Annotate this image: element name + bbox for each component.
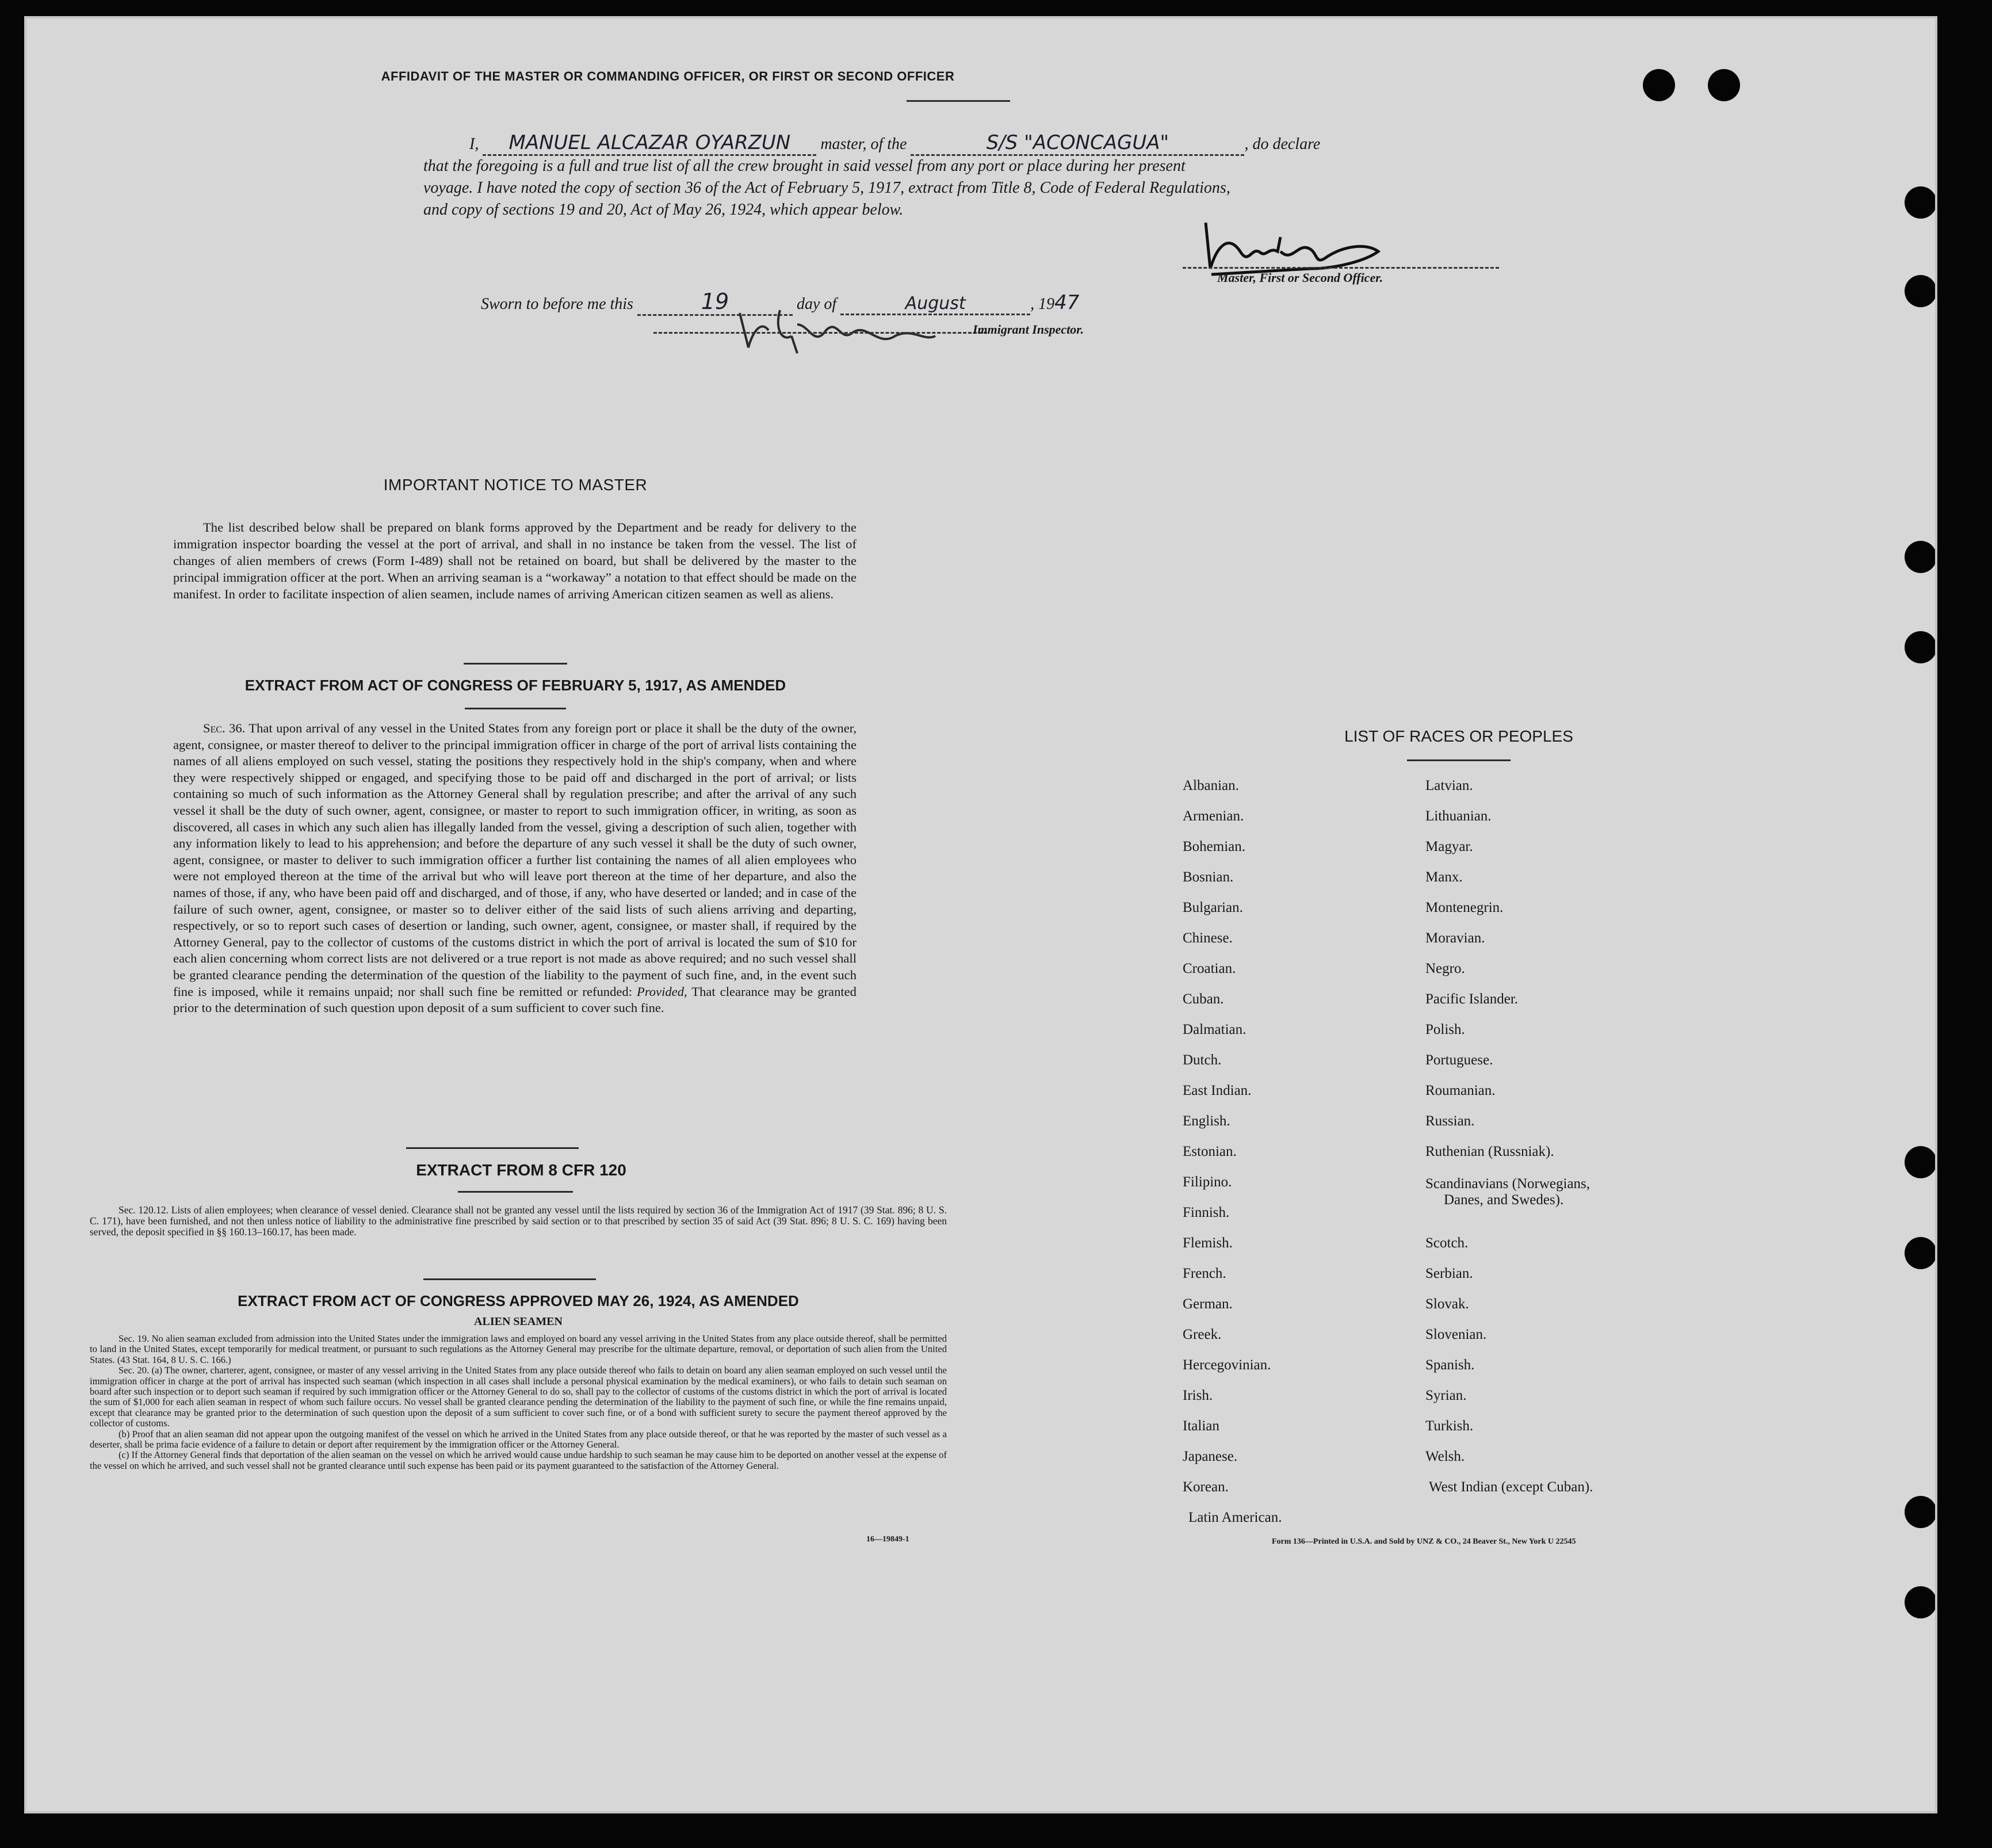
affidavit-text-line2: voyage. I have noted the copy of section 36 of the Act of February 5, 1917, extract from Title 8, Code of Federal Regulations, [423,179,1230,197]
extract-1924-heading: EXTRACT FROM ACT OF CONGRESS APPROVED MAY 26, 1924, AS AMENDED [238,1292,799,1309]
race-item: Syrian. [1425,1388,1467,1403]
extract-cfr-heading: EXTRACT FROM 8 CFR 120 [416,1161,626,1179]
provided-text: That clearance may be granted prior to the determination of such question upon deposit of a sum sufficient to cover such fine. [173,984,857,1015]
affidavit-heading: AFFIDAVIT OF THE MASTER OR COMMANDING OFFICER, OR FIRST OR SECOND OFFICER [381,69,955,83]
races-heading: LIST OF RACES OR PEOPLES [1344,727,1573,745]
sec19-text: Sec. 19. No alien seaman excluded from admission into the United States under the immigration laws and employed on board any vessel arriving in the United States from any place outside thereof, shall be permitted to land in the United States, except temporarily for medical treatment, or pursuant to such regulations as the Attorney General may prescribe for the ultimate departure, removal, or deportation of such alien from the United States. (43 Stat. 164, 8 U. S. C. 166.) [90,1333,947,1365]
sec20b-text: (b) Proof that an alien seaman did not appear upon the outgoing manifest of the vessel on which he arrived in the United States from any place outside thereof, or that he was reported by the master of such vessel as a deserter, shall be prima facie evidence of a failure to detain or deport after requirement by the immigration officer or the Attorney General. [90,1428,947,1450]
race-item: Dutch. [1183,1052,1222,1068]
race-item: Japanese. [1183,1449,1238,1464]
race-item: Cuban. [1183,991,1224,1007]
punch-hole [1905,631,1937,663]
extract-1917-end-divider [406,1147,579,1149]
race-item: Flemish. [1183,1235,1233,1251]
notice-heading: IMPORTANT NOTICE TO MASTER [383,476,648,494]
punch-hole [1905,1237,1937,1269]
sworn-day-field: 19 [637,289,793,316]
extract-1917-divider [465,708,566,709]
affidavit-text-line1: that the foregoing is a full and true list of all the crew brought in said vessel from any port or place during her present [423,157,1186,175]
sec20a-text: Sec. 20. (a) The owner, charterer, agent, consignee, or master of any vessel arriving in the United States from any place outside thereof who fails to detain on board any alien seaman employed on such vessel until the immigration officer in charge at the port of arrival has inspected such seaman (which inspection in all cases shall include a personal physical examination by the medical examiners), or who fails to detain such seaman on board after such inspection or to deport such seaman if required by such immigration officer or the Attorney General to do so, shall pay to the collector of customs of the customs district in which the port of arrival is located the sum of $1,000 for each alien seaman in respect of whom such failure occurs. No vessel shall be granted clearance pending the determination of the liability to the payment of such fine, or while the fine remains unpaid, except that clearance may be granted prior to the determination of such question upon the deposit of a sum sufficient to cover such fine, or of a bond with sufficient surety to secure the payment thereof approved by the collector of customs. [90,1365,947,1429]
race-item: Hercegovinian. [1183,1357,1271,1373]
sec20c-text: (c) If the Attorney General finds that deportation of the alien seaman on the vessel on which he arrived would cause undue hardship to such seaman he may cause him to be deported on another vessel at the expense of the vessel on which he arrived, and such vessel shall not be granted clearance until such expense has been paid or its payment guaranteed to the satisfaction of the Attorney General. [90,1449,947,1471]
race-item: Croatian. [1183,961,1236,976]
race-item: Slovak. [1425,1296,1469,1312]
race-item: Dalmatian. [1183,1022,1247,1037]
race-item: Latvian. [1425,778,1473,793]
do-declare-label: , do declare [1244,135,1321,153]
race-item: East Indian. [1183,1083,1252,1098]
extract-cfr-end-divider [423,1278,596,1280]
master-signature-line [1183,267,1499,269]
punch-hole [1905,541,1937,573]
race-item: Scotch. [1425,1235,1469,1251]
race-item: Albanian. [1183,778,1239,793]
race-item: Irish. [1183,1388,1213,1403]
race-item: Polish. [1425,1022,1465,1037]
inspector-caption: Immigrant Inspector. [973,322,1084,337]
race-item: Bohemian. [1183,839,1246,854]
affidavit-declaration-line [469,131,1320,156]
race-item: Pacific Islander. [1425,991,1519,1007]
punch-hole [1905,1586,1937,1618]
race-item: Scandinavians (Norwegians, [1425,1176,1590,1192]
races-divider [1407,759,1511,761]
inspector-signature-line [653,332,987,334]
sworn-month-field: August [840,293,1030,315]
inspector-signature [728,296,970,362]
notice-text: The list described below shall be prepared on blank forms approved by the Department and be ready for delivery to the immigration inspector boarding the vessel at the port of arrival, and shall in no instance be taken from the vessel. The list of changes of alien members of crews (Form I-489) shall not be retained on board, but shall be delivered by the master to the principal immigration officer at the port. When an arriving seaman is a “workaway” a notation to that effect should be made on the manifest. In order to facilitate inspection of alien seamen, include names of arriving American citizen seamen as well as aliens. [173,520,857,601]
race-item: Russian. [1425,1113,1475,1129]
master-name-field: MANUEL ALCAZAR OYARZUN [483,131,816,156]
punch-hole [1905,1496,1937,1528]
vessel-name-field: S/S "ACONCAGUA" [911,131,1244,156]
race-item: Korean. [1183,1479,1229,1495]
punch-hole [1905,275,1937,307]
punch-hole [1905,186,1937,219]
extract-1917-text [173,720,857,1017]
race-item: Manx. [1425,869,1463,885]
provided-label: Provided, [637,984,687,999]
race-item: Bosnian. [1183,869,1234,885]
punch-hole [1643,69,1675,101]
race-item: Montenegrin. [1425,900,1504,915]
extract-cfr-text: Sec. 120.12. Lists of alien employees; when clearance of vessel denied. Clearance shall not be granted any vessel until the lists required by section 36 of the Immigration Act of 1917 (39 Stat. 896; 8 U. S. C. 171), have been furnished, and not then unless notice of liability to the administrative fine prescribed by said section or to that prescribed by section 35 of said Act (39 Stat. 896; 8 U. S. C. 169) having been served, the deposit specified in §§ 160.13–160.17, has been made. [90,1204,947,1238]
race-item: Roumanian. [1425,1083,1496,1098]
race-item: Serbian. [1425,1266,1473,1281]
race-item: West Indian (except Cuban). [1429,1479,1593,1495]
heading-divider [907,100,1010,102]
extract-1924-text [90,1334,947,1471]
affidavit-text-line3: and copy of sections 19 and 20, Act of May 26, 1924, which appear below. [423,201,904,219]
extract-1917-heading: EXTRACT FROM ACT OF CONGRESS OF FEBRUARY 5, 1917, AS AMENDED [244,677,786,694]
sec36-label: Sec. 36. [203,721,246,735]
punch-hole [1708,69,1740,101]
race-item: Latin American. [1188,1510,1282,1525]
race-item: German. [1183,1296,1233,1312]
document-page [24,16,1937,1813]
punch-hole [1905,1146,1937,1178]
race-item: Welsh. [1425,1449,1465,1464]
sec36-text: That upon arrival of any vessel in the United States from any foreign port or place it shall be the duty of the owner, agent, consignee, or master thereof to deliver to the principal immigration officer in charge of the port of arrival lists containing the names of all aliens employed on such vessel, stating the positions they respectively hold in the ship's company, when and where they were respectively shipped or engaged, and specifying those to be paid off and discharged in the port of arrival; or lists containing so much of such information as the Attorney General shall by regulation prescribe; and after the arrival of any such vessel it shall be the duty of such owner, agent, consignee, or master to report to such immigration officer, in writing, as soon as discovered, all cases in which any such alien has illegally landed from the vessel, giving a description of such alien, together with any information likely to lead to his apprehension; and before the departure of any such vessel it shall be the duty of such owner, agent, consignee, or master to deliver to such immigration officer a further list containing the names of all alien employees who were not employed thereon at the time of the arrival but who will leave port thereon at the time of her departure, and also the names of those, if any, who have been paid off and discharged, and of those, if any, who have deserted or landed; and in case of the failure of such owner, agent, consignee, or master so to deliver either of the said lists of such aliens arriving and departing, respectively, or so to report such cases of desertion or landing, such owner, agent, consignee, or master shall, if required by the Attorney General, pay to the collector of customs of the customs district in which the port of arrival is located the sum of $10 for each alien concerning whom correct lists are not delivered or a true report is not made as above required; and no such vessel shall be granted clearance pending the determination of the question of the liability to the payment of such fine, and, in the event such fine is imposed, while it remains unpaid; nor shall such fine be remitted or refunded: [173,721,857,999]
master-signature-caption: Master, First or Second Officer. [1217,270,1383,285]
race-item: Negro. [1425,961,1465,976]
race-item: Estonian. [1183,1144,1237,1159]
race-item: Filipino. [1183,1174,1232,1190]
race-item: Lithuanian. [1425,808,1492,824]
race-item: French. [1183,1266,1226,1281]
extract-cfr-divider [458,1191,573,1193]
race-item: Moravian. [1425,930,1485,946]
race-item: Finnish. [1183,1205,1230,1220]
i-label: I, [469,135,479,153]
sworn-year-field: 47 [1054,291,1080,314]
race-item: Italian [1183,1418,1219,1434]
alien-seamen-subheading: ALIEN SEAMEN [474,1315,563,1328]
form-note: Form 136—Printed in U.S.A. and Sold by UNZ & CO., 24 Beaver St., New York U 22545 [1272,1537,1576,1546]
race-item: Chinese. [1183,930,1233,946]
race-item: Danes, and Swedes). [1444,1192,1564,1208]
print-code: 16—19849-1 [866,1535,909,1544]
race-item: Turkish. [1425,1418,1474,1434]
race-item: Portuguese. [1425,1052,1493,1068]
day-of-label: day of [796,295,837,313]
year-prefix: , 19 [1030,295,1055,313]
race-item: Slovenian. [1425,1327,1487,1342]
race-item: Ruthenian (Russniak). [1425,1144,1554,1159]
race-item: Magyar. [1425,839,1473,854]
race-item: Bulgarian. [1183,900,1243,915]
race-item: Armenian. [1183,808,1244,824]
sworn-label: Sworn to before me this [481,295,633,313]
master-of-label: master, of the [820,135,907,153]
race-item: Spanish. [1425,1357,1475,1373]
race-item: Greek. [1183,1327,1222,1342]
notice-divider [464,663,567,665]
race-item: English. [1183,1113,1230,1129]
